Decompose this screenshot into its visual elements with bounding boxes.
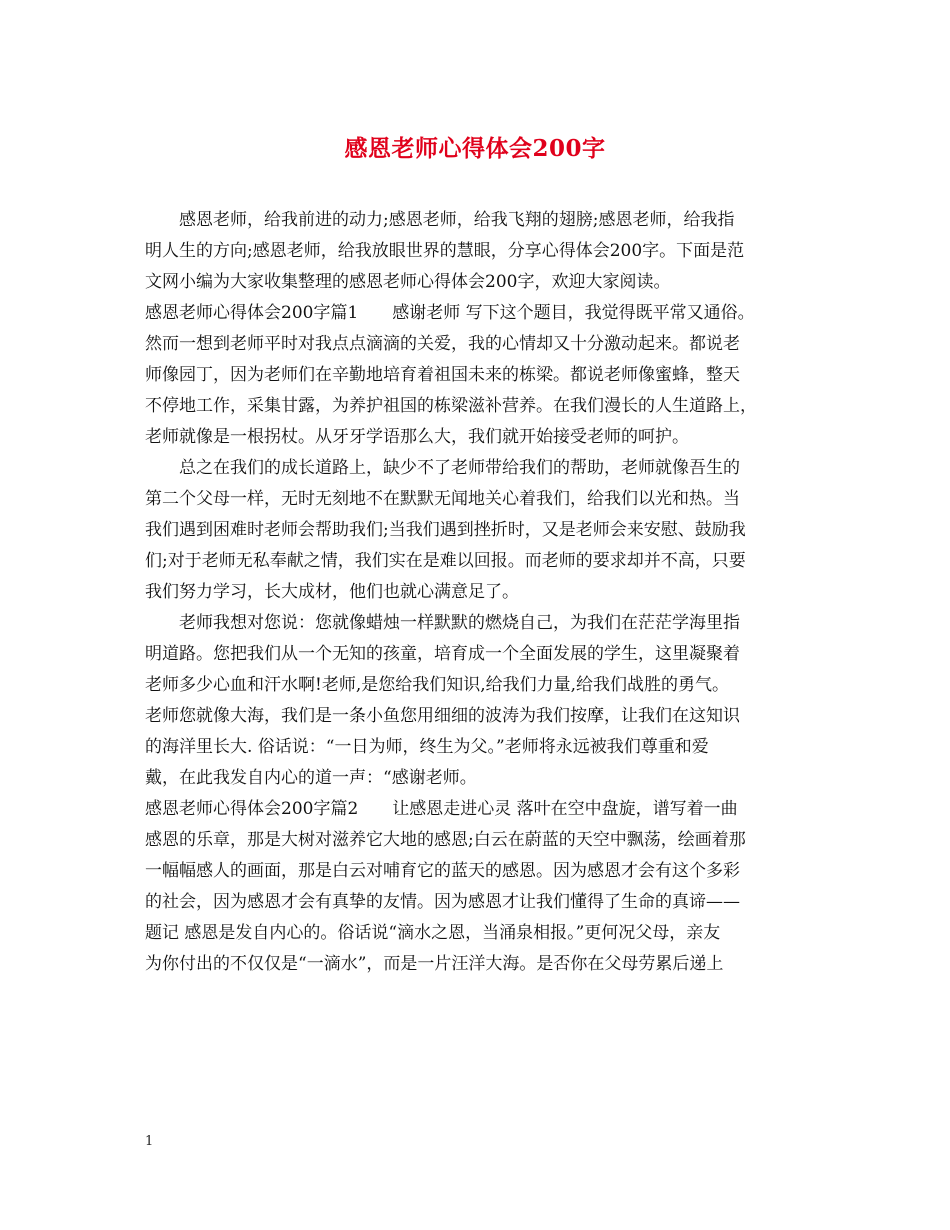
text-line: 们;对于老师无私奉献之情，我们实在是难以回报。而老师的要求却并不高，只要 [145, 551, 746, 571]
document-body [145, 205, 810, 980]
text-line: 为你付出的不仅仅是“一滴水”，而是一片汪洋大海。是否你在父母劳累后递上 [145, 954, 724, 974]
text-line: 感恩的乐章，那是大树对滋养它大地的感恩;白云在蔚蓝的天空中飘荡，绘画着那 [145, 830, 746, 850]
text-line: 题记 感恩是发自内心的。俗话说“滴水之恩，当涌泉相报。”更何况父母，亲友 [145, 923, 721, 943]
text-line: 我们遇到困难时老师会帮助我们;当我们遇到挫折时，又是老师会来安慰、鼓励我 [145, 520, 746, 540]
text-line: 然而一想到老师平时对我点点滴滴的关爱，我的心情却又十分激动起来。都说老 [145, 334, 740, 354]
text-line: 总之在我们的成长道路上，缺少不了老师带给我们的帮助，老师就像吾生的 [179, 458, 740, 478]
text-line: 明人生的方向;感恩老师，给我放眼世界的慧眼，分享心得体会200字。下面是范 [145, 241, 745, 261]
text-line: 老师我想对您说：您就像蜡烛一样默默的燃烧自己，为我们在茫茫学海里指 [179, 613, 740, 633]
text-line: 老师您就像大海，我们是一条小鱼您用细细的波涛为我们按摩，让我们在这知识 [145, 706, 740, 726]
text-line: 感恩老师心得体会200字篇2 让感恩走进心灵 落叶在空中盘旋，谱写着一曲 [145, 799, 738, 819]
text-line: 第二个父母一样，无时无刻地不在默默无闻地关心着我们，给我们以光和热。当 [145, 489, 740, 509]
text-line: 不停地工作，采集甘露，为养护祖国的栋梁滋补营养。在我们漫长的人生道路上， [145, 396, 757, 416]
text-line: 的海洋里长大. 俗话说：“一日为师，终生为父。”老师将永远被我们尊重和爱 [145, 737, 709, 757]
text-line: 明道路。您把我们从一个无知的孩童，培育成一个全面发展的学生，这里凝聚着 [145, 644, 740, 664]
text-line: 老师就像是一根拐杖。从牙牙学语那么大，我们就开始接受老师的呵护。 [145, 427, 689, 447]
text-line: 我们努力学习，长大成材，他们也就心满意足了。 [145, 582, 519, 602]
text-line: 的社会，因为感恩才会有真挚的友情。因为感恩才让我们懂得了生命的真谛—— [145, 892, 740, 912]
text-line: 感恩老师，给我前进的动力;感恩老师，给我飞翔的翅膀;感恩老师，给我指 [179, 210, 735, 230]
text-line: 师像园丁，因为老师们在辛勤地培育着祖国未来的栋梁。都说老师像蜜蜂，整天 [145, 365, 740, 385]
text-line: 感恩老师心得体会200字篇1 感谢老师 写下这个题目，我觉得既平常又通俗。 [145, 303, 755, 323]
text-line: 戴，在此我发自内心的道一声：“感谢老师。 [145, 768, 477, 788]
text-line: 一幅幅感人的画面，那是白云对哺育它的蓝天的感恩。因为感恩才会有这个多彩 [145, 861, 740, 881]
page-number: 1 [145, 1134, 154, 1149]
text-line: 老师多少心血和汗水啊!老师,是您给我们知识,给我们力量,给我们战胜的勇气。 [145, 675, 730, 695]
text-line: 文网小编为大家收集整理的感恩老师心得体会200字，欢迎大家阅读。 [145, 272, 671, 292]
document-title: 感恩老师心得体会200字 [344, 135, 606, 162]
